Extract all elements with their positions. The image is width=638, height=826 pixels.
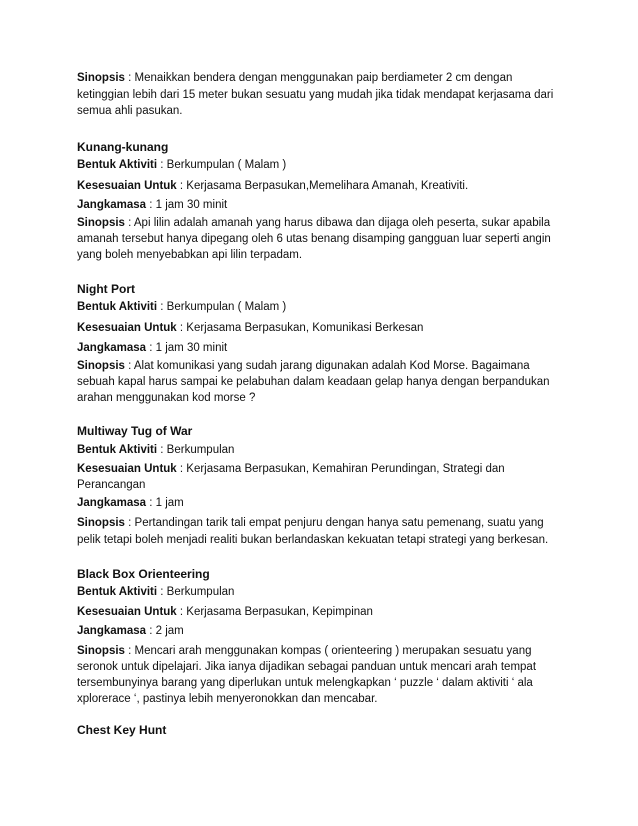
section-title: Multiway Tug of War: [77, 424, 193, 438]
section-title: Chest Key Hunt: [77, 723, 167, 737]
kesesuaian-untuk-line: Kesesuaian Untuk : Kerjasama Berpasukan, Komunikasi Berkesan: [77, 322, 424, 334]
sinopsis-line-1: Sinopsis : Api lilin adalah amanah yang harus dibawa dan dijaga oleh peserta, sukar apabila: [77, 217, 551, 229]
bentuk-aktiviti-line: Bentuk Aktiviti : Berkumpulan: [77, 444, 235, 456]
sinopsis-line-2: pelik tetapi boleh menjadi realiti bukan berlandaskan kekuatan tetapi strategi yang berkesan.: [77, 534, 549, 546]
section-title: Black Box Orienteering: [77, 567, 210, 581]
intro-sinopsis-line-3: semua ahli pasukan.: [77, 105, 183, 117]
sinopsis-line-3: tersembunyinya barang yang diperlukan untuk melengkapkan ‘ puzzle ‘ dalam aktiviti ‘ ala: [77, 677, 533, 689]
kesesuaian-untuk-line-2: Perancangan: [77, 479, 146, 491]
jangkamasa-line: Jangkamasa : 1 jam: [77, 497, 184, 509]
jangkamasa-line: Jangkamasa : 1 jam 30 minit: [77, 199, 228, 211]
sinopsis-label: Sinopsis: [77, 72, 125, 84]
sinopsis-line-4: xplorerace ‘, pastinya lebih menyeronokkan dan mencabar.: [77, 693, 378, 705]
sinopsis-line-3: yang boleh menyebabkan api lilin terpadam.: [77, 249, 303, 261]
jangkamasa-line: Jangkamasa : 2 jam: [77, 625, 184, 637]
bentuk-aktiviti-line: Bentuk Aktiviti : Berkumpulan ( Malam ): [77, 159, 287, 171]
intro-sinopsis-line-2: ketinggian lebih dari 15 meter bukan sesuatu yang mudah jika tidak mendapat kerjasama dari: [77, 89, 554, 101]
sinopsis-line-1: Sinopsis : Alat komunikasi yang sudah jarang digunakan adalah Kod Morse. Bagaimana: [77, 360, 530, 372]
section-title: Kunang-kunang: [77, 140, 169, 154]
sinopsis-line-1: Sinopsis : Mencari arah menggunakan kompas ( orienteering ) merupakan sesuatu yang: [77, 645, 532, 657]
jangkamasa-line: Jangkamasa : 1 jam 30 minit: [77, 342, 228, 354]
bentuk-aktiviti-line: Bentuk Aktiviti : Berkumpulan ( Malam ): [77, 301, 287, 313]
kesesuaian-untuk-line: Kesesuaian Untuk : Kerjasama Berpasukan, Kemahiran Perundingan, Strategi dan: [77, 463, 505, 475]
section-title: Night Port: [77, 282, 135, 296]
kesesuaian-untuk-line: Kesesuaian Untuk : Kerjasama Berpasukan,Memelihara Amanah, Kreativiti.: [77, 180, 469, 192]
sinopsis-line-2: sebuah kapal harus sampai ke pelabuhan dalam keadaan gelap hanya dengan berpandukan: [77, 376, 550, 388]
sinopsis-line-1: Sinopsis : Pertandingan tarik tali empat penjuru dengan hanya satu pemenang, suatu yang: [77, 517, 544, 529]
sinopsis-line-3: arahan menggunakan kod morse ?: [77, 392, 256, 404]
sinopsis-line-2: seronok untuk dipelajari. Jika ianya dijadikan sebagai panduan untuk mencari arah tempat: [77, 661, 537, 673]
intro-sinopsis-line-1: Sinopsis : Menaikkan bendera dengan menggunakan paip berdiameter 2 cm dengan: [77, 72, 513, 84]
kesesuaian-untuk-line: Kesesuaian Untuk : Kerjasama Berpasukan, Kepimpinan: [77, 606, 373, 618]
bentuk-aktiviti-line: Bentuk Aktiviti : Berkumpulan: [77, 586, 235, 598]
sinopsis-line-2: amanah tersebut hanya dipegang oleh 6 utas benang disamping gangguan luar seperti angin: [77, 233, 551, 245]
